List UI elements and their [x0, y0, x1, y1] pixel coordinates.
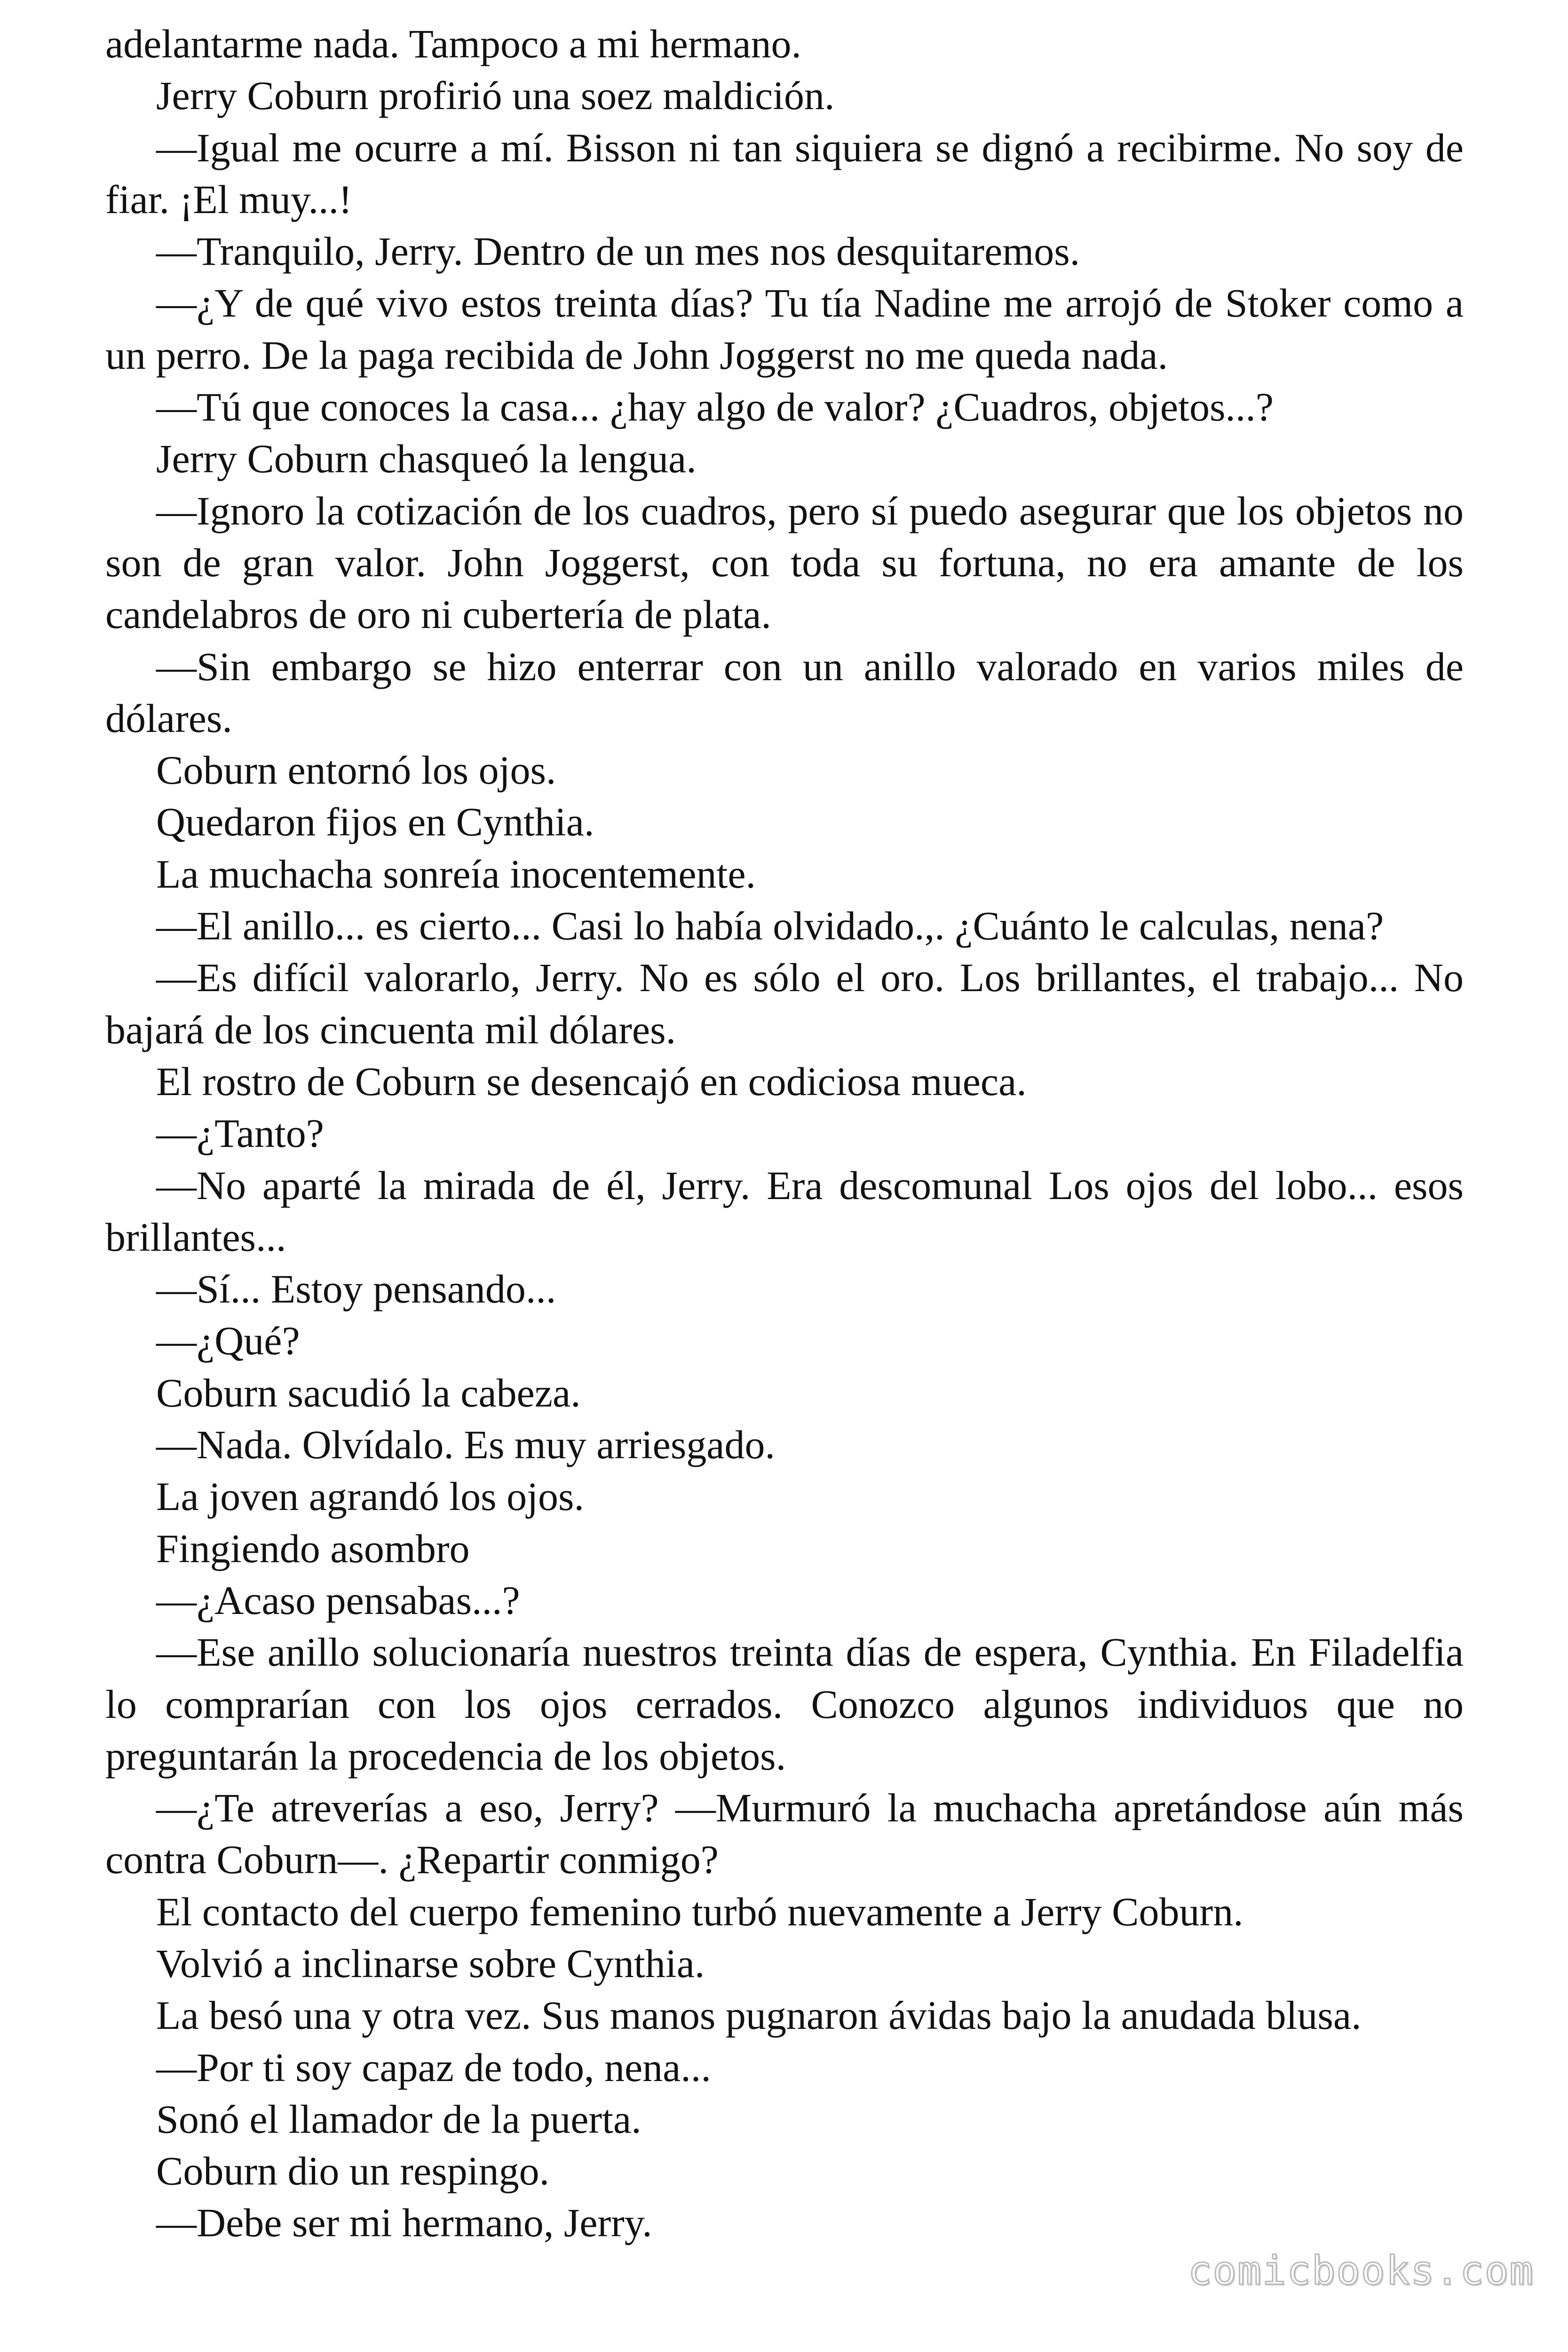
paragraph-18: —Sí... Estoy pensando... [156, 1266, 556, 1312]
paragraph-5: —¿Y de qué vivo estos treinta días? Tu tía Nadine me arrojó de Stoker como a un perro. De la paga recibida de John Joggerst no me queda nada. [105, 280, 1464, 378]
paragraph-12: La muchacha sonreía inocentemente. [156, 851, 756, 897]
paragraph-31: Sonó el llamador de la puerta. [156, 2096, 641, 2142]
paragraph-28: Volvió a inclinarse sobre Cynthia. [156, 1940, 705, 1986]
watermark: comicbooks.com [1188, 2248, 1534, 2294]
paragraph-11: Quedaron fijos en Cynthia. [156, 799, 594, 845]
paragraph-32: Coburn dio un respingo. [156, 2148, 550, 2194]
paragraph-33: —Debe ser mi hermano, Jerry. [156, 2200, 652, 2246]
paragraph-20: Coburn sacudió la cabeza. [156, 1370, 581, 1415]
paragraph-10: Coburn entornó los ojos. [156, 747, 556, 793]
paragraph-24: —¿Acaso pensabas...? [156, 1577, 520, 1623]
paragraph-7: Jerry Coburn chasqueó la lengua. [156, 436, 697, 482]
paragraph-19: —¿Qué? [156, 1318, 300, 1364]
paragraph-27: El contacto del cuerpo femenino turbó nuevamente a Jerry Coburn. [156, 1889, 1243, 1934]
paragraph-23: Fingiendo asombro [156, 1526, 470, 1571]
paragraph-2: Jerry Coburn profirió una soez maldición. [156, 73, 835, 119]
paragraph-15: El rostro de Coburn se desencajó en codiciosa mueca. [156, 1058, 1027, 1104]
paragraph-14: —Es difícil valorarlo, Jerry. No es sólo el oro. Los brillantes, el trabajo... No bajará de los cincuenta mil dólares. [105, 955, 1464, 1052]
paragraph-30: —Por ti soy capaz de todo, nena... [156, 2044, 711, 2090]
paragraph-29: La besó una y otra vez. Sus manos pugnaron ávidas bajo la anudada blusa. [156, 1993, 1362, 2038]
paragraph-6: —Tú que conoces la casa... ¿hay algo de valor? ¿Cuadros, objetos...? [156, 384, 1274, 430]
paragraph-9: —Sin embargo se hizo enterrar con un anillo valorado en varios miles de dólares. [105, 644, 1464, 741]
page-text [105, 18, 1464, 2249]
paragraph-26: —¿Te atreverías a eso, Jerry? —Murmuró la muchacha apretándose aún más contra Coburn—. ¿Repartir conmigo? [105, 1785, 1464, 1883]
paragraph-22: La joven agrandó los ojos. [156, 1474, 584, 1519]
paragraph-21: —Nada. Olvídalo. Es muy arriesgado. [156, 1422, 775, 1468]
paragraph-17: —No aparté la mirada de él, Jerry. Era descomunal Los ojos del lobo... esos brillantes... [105, 1162, 1464, 1260]
paragraph-4: —Tranquilo, Jerry. Dentro de un mes nos desquitaremos. [156, 229, 1080, 274]
paragraph-1: adelantarme nada. Tampoco a mi hermano. [105, 21, 802, 66]
paragraph-13: —El anillo... es cierto... Casi lo había olvidado.,. ¿Cuánto le calculas, nena? [156, 903, 1384, 949]
paragraph-3: —Igual me ocurre a mí. Bisson ni tan siquiera se dignó a recibirme. No soy de fiar. ¡El muy...! [105, 125, 1464, 222]
paragraph-25: —Ese anillo solucionaría nuestros treinta días de espera, Cynthia. En Filadelfia lo comprarían con los ojos cerrados. Conozco algunos individuos que no preguntarán la procedencia de los objetos. [105, 1629, 1464, 1779]
paragraph-16: —¿Tanto? [156, 1111, 324, 1156]
paragraph-8: —Ignoro la cotización de los cuadros, pero sí puedo asegurar que los objetos no son de gran valor. John Joggerst, con toda su fortuna, no era amante de los candelabros de oro ni cubertería de plata. [105, 488, 1464, 637]
